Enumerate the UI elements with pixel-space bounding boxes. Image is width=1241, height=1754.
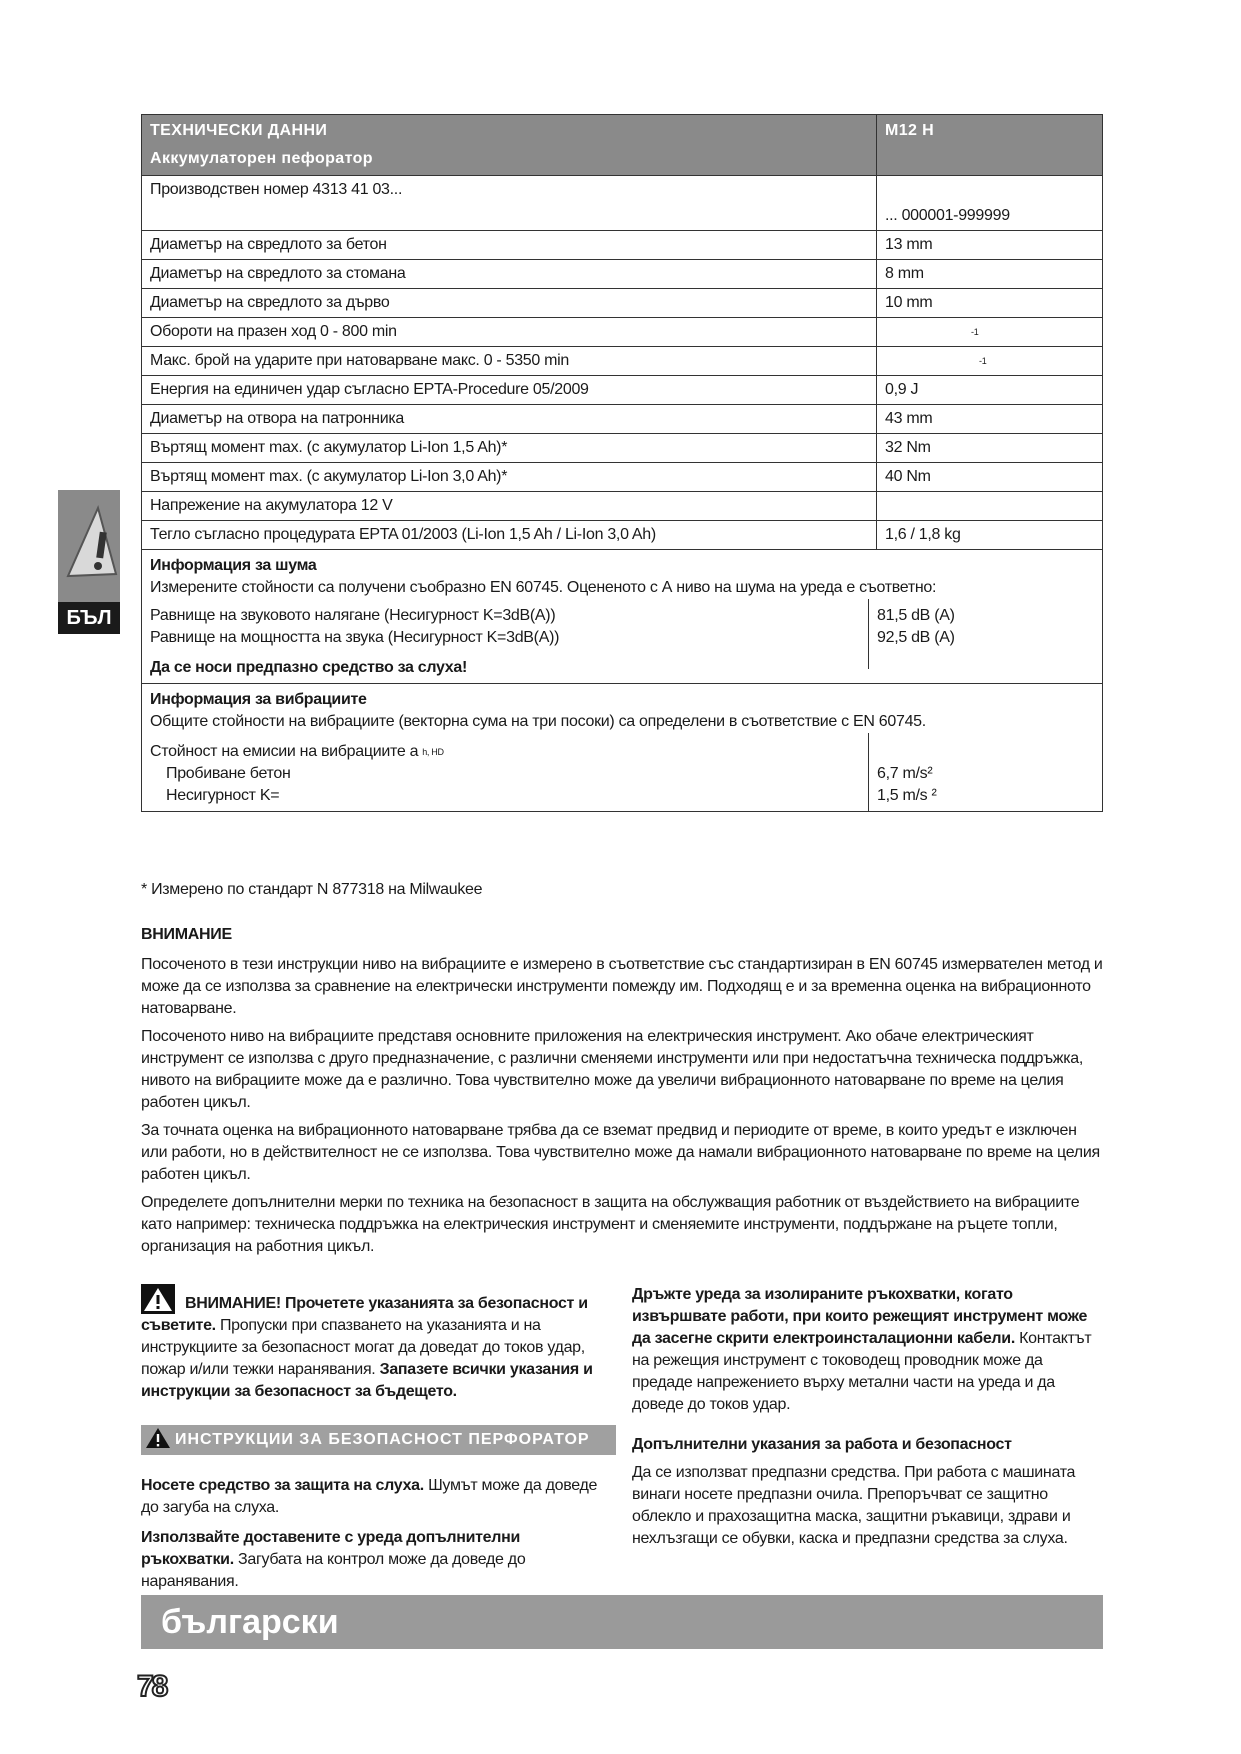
attention-title: ВНИМАНИЕ xyxy=(141,926,232,943)
table-row xyxy=(142,347,1103,376)
spec-value: -1 xyxy=(877,318,1103,347)
spec-table-container xyxy=(141,114,1103,812)
spec-value: -1 xyxy=(877,347,1103,376)
vibration-title: Информация за вибрациите xyxy=(150,691,367,708)
attention-paragraph: Посоченото ниво на вибрациите представя основните приложения на електрическия инструмент. Ако обаче електрическият инструмент се използва с друго предназначение, с различни сменяеми инструменти или при недостатъчна техническа поддръжка, нивото на вибрациите може да е различно. Това чувствително може да увеличи вибрационното натоварване по време на целия работен цикъл. xyxy=(141,1028,1084,1111)
spec-value: 0,9 J xyxy=(877,376,1103,405)
emission-subscript: h, HD xyxy=(422,747,444,757)
language-code: БЪЛ xyxy=(58,602,120,634)
warning-text: Пропуски при спазването на указанията и на инструкциите за безопасност могат да доведат до токов удар, пожар и/или тежки наранявания. xyxy=(141,1317,585,1378)
attention-paragraph: За точната оценка на вибрационното натоварване трябва да се вземат предвид и периодите от време, в които уредът е изключен или работи, но в действителност не се използва. Това чувствително може да намали вибрационното натоварване по време на целия работен цикъл. xyxy=(141,1122,1100,1183)
vibration-intro: Общите стойности на вибрациите (векторна сума на три посоки) са определени в съответствие с EN 60745. xyxy=(150,713,926,730)
spec-table xyxy=(141,114,1103,812)
safety-paragraph xyxy=(141,1527,616,1593)
spec-label: Диаметър на свредлото за бетон xyxy=(142,231,877,260)
footnote: * Измерено по стандарт N 877318 на Milwaukee xyxy=(141,881,483,898)
page-number: 78 xyxy=(137,1670,167,1703)
spec-header-row xyxy=(142,115,1103,176)
sound-pressure-value: 81,5 dB (A) xyxy=(877,607,955,624)
left-column xyxy=(141,1284,616,1601)
spec-label: Производствен номер 4313 41 03... xyxy=(142,176,877,231)
drilling-label: Пробиване бетон xyxy=(166,765,291,782)
safety-bold: Използвайте доставените с уреда допълнителни ръкохватки. xyxy=(141,1529,521,1568)
spec-label: Диаметър на свредлото за дърво xyxy=(142,289,877,318)
warning-triangle-icon xyxy=(145,1427,171,1449)
safety-warning xyxy=(141,1284,616,1403)
safety-text: Контактът на режещия инструмент с тоководещ проводник може да предаде напрежението върху метални части на уреда и да доведе до токов удар. xyxy=(632,1330,1092,1413)
language-footer: български xyxy=(141,1595,1103,1649)
spec-value: 8 mm xyxy=(877,260,1103,289)
spec-label: Диаметър на свредлото за стомана xyxy=(142,260,877,289)
spec-label: Въртящ момент max. (с акумулатор Li-Ion 1,5 Ah)* xyxy=(142,434,877,463)
spec-label: Енергия на единичен удар съгласно EPTA-Procedure 05/2009 xyxy=(142,376,877,405)
spec-value: 32 Nm xyxy=(877,434,1103,463)
sound-pressure-label: Равнище на звуковото налягане (Несигурност K=3dB(A)) xyxy=(150,607,556,624)
spec-label: Макс. брой на ударите при натоварване макс. 0 - 5350 min xyxy=(142,347,877,376)
attention-paragraph: Посоченото в тези инструкции ниво на вибрациите е измерено в съответствие със стандартизиран в EN 60745 измервателен метод и може да се използва за сравнение на електрически инструменти помежду им. Подходящ е и за временна оценка на вибрационното натоварване. xyxy=(141,956,1103,1017)
table-row xyxy=(142,260,1103,289)
hearing-protection-warning: Да се носи предпазно средство за слуха! xyxy=(150,659,468,676)
uncertainty-value: 1,5 m/s ² xyxy=(877,787,937,804)
drilling-value: 6,7 m/s² xyxy=(877,765,933,782)
subheading: Допълнителни указания за работа и безопасност xyxy=(632,1436,1012,1453)
vibration-section xyxy=(142,684,1103,812)
table-row xyxy=(142,434,1103,463)
safety-text: Шумът може да доведе до загуба на слуха. xyxy=(141,1477,598,1516)
table-row xyxy=(142,463,1103,492)
spec-value: 13 mm xyxy=(877,231,1103,260)
spec-label: Тегло съгласно процедурата EPTA 01/2003 (Li-Ion 1,5 Ah / Li-Ion 3,0 Ah) xyxy=(142,521,877,550)
table-row xyxy=(142,376,1103,405)
spec-value: 1,6 / 1,8 kg xyxy=(877,521,1103,550)
spec-subtitle: Аккумулаторен пефоратор xyxy=(150,150,373,167)
spec-title: ТЕХНИЧЕСКИ ДАННИ xyxy=(150,122,328,139)
safety-bold: Дръжте уреда за изолираните ръкохватки, когато извършвате работи, при които режещият инструмент може да засегне скрити електроинсталационни кабели. xyxy=(632,1286,1088,1347)
spec-value xyxy=(877,492,1103,521)
table-row xyxy=(142,405,1103,434)
safety-text: Загубата на контрол може да доведе до наранявания. xyxy=(141,1551,526,1590)
right-column xyxy=(632,1284,1104,1558)
safety-paragraph xyxy=(141,1475,616,1519)
emission-label: Стойност на емисии на вибрациите a xyxy=(150,743,419,760)
warning-triangle-icon xyxy=(141,1284,175,1314)
spec-value: 10 mm xyxy=(877,289,1103,318)
attention-paragraph: Определете допълнителни мерки по техника на безопасност в защита на обслужващия работник от въздействието на вибрациите като например: техническа поддръжка на електрическия инструмент и сменяемите инструменти, поддържане на ръцете топли, организация на работния цикъл. xyxy=(141,1194,1080,1255)
table-row xyxy=(142,231,1103,260)
table-row xyxy=(142,492,1103,521)
safety-bold: Носете средство за защита на слуха. xyxy=(141,1477,424,1494)
noise-intro: Измерените стойности са получени съобразно EN 60745. Оцененото с А ниво на шума на уреда е съответно: xyxy=(150,579,937,596)
noise-title: Информация за шума xyxy=(150,557,317,574)
section-title: ИНСТРУКЦИИ ЗА БЕЗОПАСНОСТ ПЕРФОРАТОР xyxy=(175,1431,590,1448)
table-row xyxy=(142,318,1103,347)
spec-label: Обороти на празен ход 0 - 800 min xyxy=(142,318,877,347)
model-name: M12 H xyxy=(877,115,1103,176)
attention-section xyxy=(141,924,1103,1264)
section-heading xyxy=(141,1425,616,1455)
spec-label: Въртящ момент max. (с акумулатор Li-Ion 3,0 Ah)* xyxy=(142,463,877,492)
table-row xyxy=(142,176,1103,231)
spec-label: Диаметър на отвора на патронника xyxy=(142,405,877,434)
spec-value: 43 mm xyxy=(877,405,1103,434)
warning-bold: ВНИМАНИЕ! Прочетете указанията за безопасност и съветите. xyxy=(141,1295,588,1334)
sound-power-value: 92,5 dB (A) xyxy=(877,629,955,646)
table-row xyxy=(142,289,1103,318)
warning-bold-2: Запазете всички указания и инструкции за безопасност за бъдещето. xyxy=(141,1361,593,1400)
warning-icon xyxy=(58,490,120,602)
spec-value: ... 000001-999999 xyxy=(877,176,1103,231)
language-tab xyxy=(58,490,120,634)
sound-power-label: Равнище на мощността на звука (Несигурност K=3dB(A)) xyxy=(150,629,560,646)
safety-paragraph xyxy=(632,1284,1104,1416)
uncertainty-label: Несигурност K= xyxy=(166,787,280,804)
noise-section xyxy=(142,550,1103,684)
spec-label: Напрежение на акумулатора 12 V xyxy=(142,492,877,521)
spec-value: 40 Nm xyxy=(877,463,1103,492)
safety-paragraph: Да се използват предпазни средства. При работа с машината винаги носете предпазни очила. Препоръчват се защитно облекло и прахозащитна маска, защитни ръкавици, здрави и нехлъзгащи се обувки, каска и предпазни средства за слуха. xyxy=(632,1464,1076,1547)
table-row xyxy=(142,521,1103,550)
